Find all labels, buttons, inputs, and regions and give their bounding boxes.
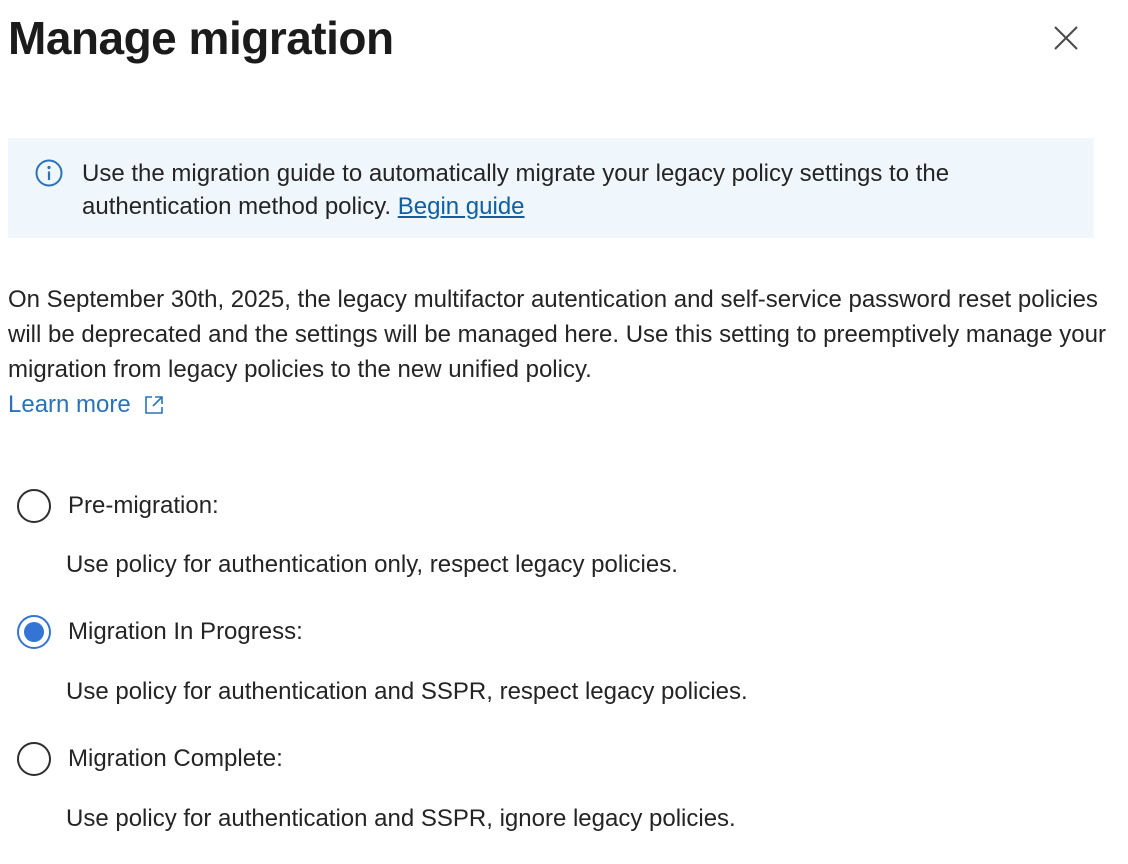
option-description: Use policy for authentication and SSPR, respect legacy policies.	[66, 678, 748, 705]
option-label: Migration In Progress:	[68, 618, 303, 645]
begin-guide-link[interactable]: Begin guide	[397, 193, 525, 220]
radio-migration-in-progress[interactable]	[16, 614, 303, 650]
info-icon	[34, 158, 64, 188]
option-description: Use policy for authentication and SSPR, ignore legacy policies.	[66, 805, 736, 832]
info-banner	[8, 138, 1094, 238]
radio-pre-migration[interactable]	[16, 488, 219, 524]
info-banner-text: Use the migration guide to automatically migrate your legacy policy settings to the authentication method policy.	[82, 160, 950, 220]
external-link-icon	[143, 394, 165, 416]
close-icon	[1046, 20, 1086, 60]
radio-selected-icon[interactable]	[16, 614, 52, 650]
learn-more-label: Learn more	[8, 391, 131, 418]
learn-more-link[interactable]	[8, 388, 165, 422]
option-label: Migration Complete:	[68, 745, 283, 772]
description-text: On September 30th, 2025, the legacy multifactor autentication and self-service password reset policies will be deprecated and the settings will be managed here. Use this setting to preemptively manage your migration from legacy policies to the new unified policy.	[8, 286, 1106, 383]
option-description: Use policy for authentication only, respect legacy policies.	[66, 551, 678, 578]
radio-migration-complete[interactable]	[16, 741, 283, 777]
option-migration-complete	[16, 741, 736, 832]
close-button[interactable]	[1046, 20, 1086, 60]
option-pre-migration	[16, 488, 678, 578]
page-title: Manage migration	[8, 12, 394, 64]
info-banner-message	[82, 157, 1072, 223]
radio-unselected-icon[interactable]	[16, 741, 52, 777]
radio-unselected-icon[interactable]	[16, 488, 52, 524]
option-migration-in-progress	[16, 614, 748, 705]
option-label: Pre-migration:	[68, 492, 219, 519]
